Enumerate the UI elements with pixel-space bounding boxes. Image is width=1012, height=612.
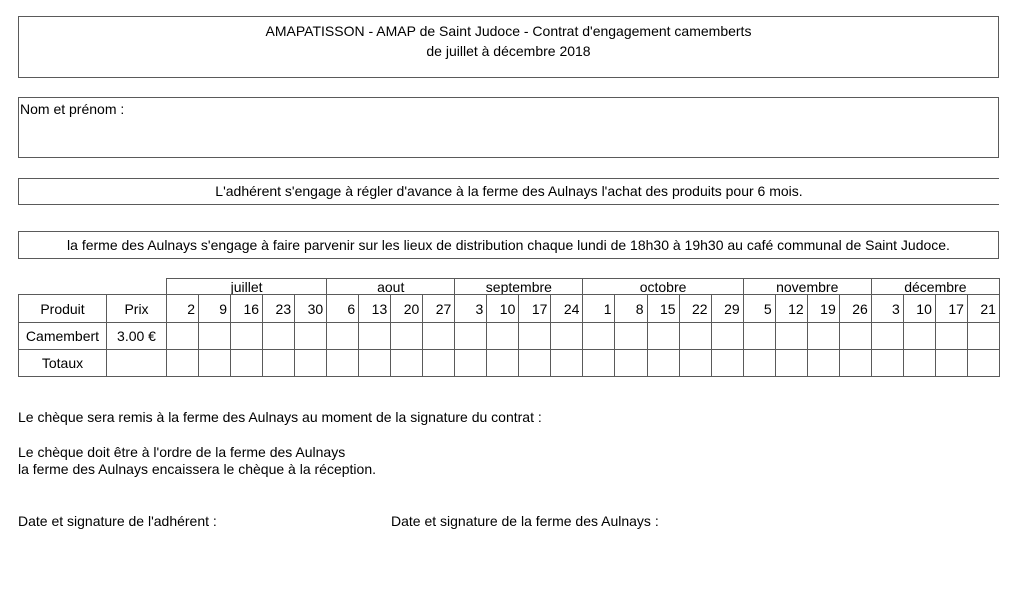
row-price [107,350,167,377]
month-header: décembre [871,279,999,295]
quantity-cell[interactable] [295,350,327,377]
row-price: 3.00 € [107,323,167,350]
day-header: 23 [263,295,295,323]
quantity-cell[interactable] [679,350,711,377]
table-row [19,323,1000,350]
day-header: 1 [583,295,615,323]
day-header: 26 [839,295,871,323]
adherent-engagement-text: L'adhérent s'engage à régler d'avance à la ferme des Aulnays l'achat des produits pour 6 mois. [215,183,803,199]
day-header: 21 [967,295,999,323]
quantity-cell[interactable] [391,323,423,350]
quantity-cell[interactable] [519,350,551,377]
day-header: 22 [679,295,711,323]
quantity-cell[interactable] [711,323,743,350]
cheque-remis-text: Le chèque sera remis à la ferme des Aulnays au moment de la signature du contrat : [18,409,542,425]
day-header: 19 [807,295,839,323]
order-table [18,278,1000,377]
day-header: 15 [647,295,679,323]
day-header: 5 [743,295,775,323]
quantity-cell[interactable] [487,323,519,350]
ferme-engagement-text: la ferme des Aulnays s'engage à faire parvenir sur les lieux de distribution chaque lundi de 18h30 à 19h30 au café communal de Saint Judoce. [67,237,950,253]
quantity-cell[interactable] [487,350,519,377]
quantity-cell[interactable] [679,323,711,350]
name-field-box[interactable] [18,97,999,158]
quantity-cell[interactable] [231,350,263,377]
quantity-cell[interactable] [167,323,199,350]
quantity-cell[interactable] [839,350,871,377]
day-header: 9 [199,295,231,323]
day-header: 12 [775,295,807,323]
quantity-cell[interactable] [967,323,999,350]
quantity-cell[interactable] [359,323,391,350]
quantity-cell[interactable] [359,350,391,377]
month-header-blank [19,279,167,295]
adherent-engagement-box [18,178,999,205]
quantity-cell[interactable] [263,350,295,377]
day-header: 16 [231,295,263,323]
quantity-cell[interactable] [775,323,807,350]
day-header: 6 [327,295,359,323]
month-header: octobre [583,279,743,295]
quantity-cell[interactable] [391,350,423,377]
quantity-cell[interactable] [871,323,903,350]
day-header: 17 [935,295,967,323]
quantity-cell[interactable] [935,323,967,350]
day-header: 24 [551,295,583,323]
quantity-cell[interactable] [807,323,839,350]
day-header: 3 [871,295,903,323]
quantity-cell[interactable] [839,323,871,350]
quantity-cell[interactable] [327,350,359,377]
quantity-cell[interactable] [807,350,839,377]
quantity-cell[interactable] [583,350,615,377]
name-field-label: Nom et prénom : [20,101,125,117]
day-header: 2 [167,295,199,323]
day-header: 10 [903,295,935,323]
day-header: 10 [487,295,519,323]
day-header: 8 [615,295,647,323]
quantity-cell[interactable] [903,323,935,350]
day-header: 29 [711,295,743,323]
day-header: 13 [359,295,391,323]
quantity-cell[interactable] [935,350,967,377]
quantity-cell[interactable] [647,350,679,377]
quantity-cell[interactable] [711,350,743,377]
day-header: 27 [423,295,455,323]
month-header: aout [327,279,455,295]
quantity-cell[interactable] [551,350,583,377]
quantity-cell[interactable] [423,350,455,377]
month-header: septembre [455,279,583,295]
row-label: Totaux [19,350,107,377]
quantity-cell[interactable] [167,350,199,377]
quantity-cell[interactable] [615,323,647,350]
quantity-cell[interactable] [967,350,999,377]
quantity-cell[interactable] [455,323,487,350]
quantity-cell[interactable] [423,323,455,350]
signature-ferme-label: Date et signature de la ferme des Aulnays : [391,513,659,529]
quantity-cell[interactable] [519,323,551,350]
day-header: 30 [295,295,327,323]
quantity-cell[interactable] [775,350,807,377]
day-header: 17 [519,295,551,323]
quantity-cell[interactable] [199,350,231,377]
signature-adherent-label: Date et signature de l'adhérent : [18,513,217,529]
contract-title: AMAPATISSON - AMAP de Saint Judoce - Contrat d'engagement camemberts [265,23,752,39]
day-header: 3 [455,295,487,323]
product-column-header: Produit [19,295,107,323]
price-column-header: Prix [107,295,167,323]
quantity-cell[interactable] [615,350,647,377]
quantity-cell[interactable] [871,350,903,377]
quantity-cell[interactable] [743,323,775,350]
row-label: Camembert [19,323,107,350]
month-header-row [19,279,1000,295]
day-header: 20 [391,295,423,323]
contract-period: de juillet à décembre 2018 [426,43,591,59]
quantity-cell[interactable] [327,323,359,350]
table-row [19,350,1000,377]
day-header-row [19,295,1000,323]
quantity-cell[interactable] [647,323,679,350]
ferme-engagement-box [18,231,999,259]
quantity-cell[interactable] [743,350,775,377]
quantity-cell[interactable] [199,323,231,350]
month-header: novembre [743,279,871,295]
month-header: juillet [167,279,327,295]
contract-title-box [18,16,999,78]
quantity-cell[interactable] [455,350,487,377]
cheque-ordre-text: Le chèque doit être à l'ordre de la ferme des Aulnays [18,444,346,460]
quantity-cell[interactable] [583,323,615,350]
quantity-cell[interactable] [231,323,263,350]
quantity-cell[interactable] [263,323,295,350]
quantity-cell[interactable] [551,323,583,350]
quantity-cell[interactable] [903,350,935,377]
cheque-encaisse-text: la ferme des Aulnays encaissera le chèque à la réception. [18,461,376,477]
quantity-cell[interactable] [295,323,327,350]
